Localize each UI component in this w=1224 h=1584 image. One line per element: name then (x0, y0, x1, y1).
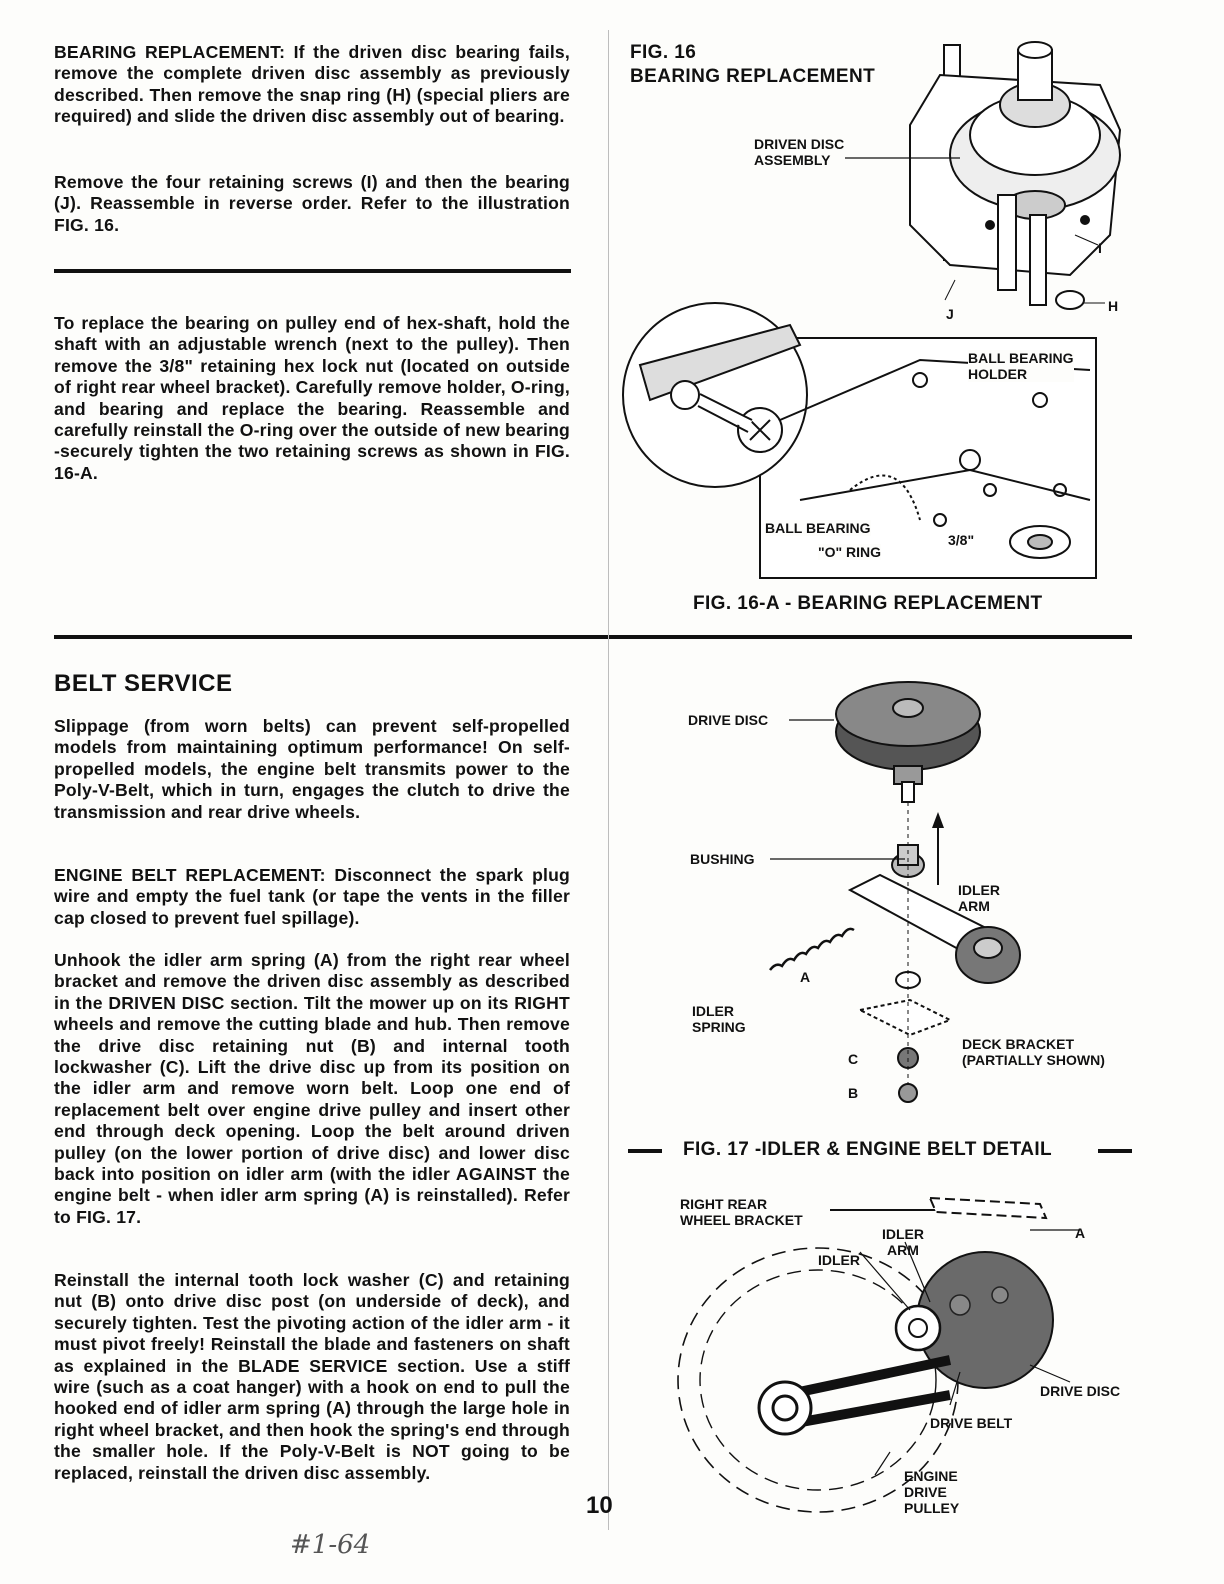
handwritten-note: #1-64 (290, 1530, 371, 1560)
belt-service-heading: BELT SERVICE (54, 670, 233, 697)
fig16a-bearing-holder-illustration (620, 290, 1100, 580)
fig16a-nut-label: 3/8" (948, 532, 975, 548)
engine-pulley-line3: PULLEY (904, 1500, 960, 1516)
reinstall-paragraph: Reinstall the internal tooth lock washer (C) and retaining nut (B) onto drive disc post (on underside of deck), and securely tighten. Test the pivoting action of the idler arm - it must pivot freely! Reinstall the blade and fasteners on shaft as explained in the BLADE SERVICE section. Use a stiff wire (such as a coat hanger) with a hook on end to pull the hooked end of idler arm spring (A) through the large hole in right wheel bracket, and then hook the spring's end through the smaller hole. If the Poly-V-Belt is NOT going to be replaced, reinstall the driven disc assembly. (54, 1270, 570, 1483)
belt-idler-label: IDLER (818, 1252, 860, 1268)
fig17-deck-bracket-label (962, 1036, 1105, 1068)
fig16-label-h: H (1108, 298, 1119, 314)
fig17-idler-spring-label (692, 1003, 746, 1035)
engine-belt-paragraph (54, 865, 570, 929)
pulley-bearing-paragraph: To replace the bearing on pulley end of hex-shaft, hold the shaft with an adjustable wrench (next to the pulley). Then remove the 3/8" retaining hex lock nut (located on outside of right rear wheel bracket). Carefully remove holder, O-ring, and bearing and replace the bearing. Reassemble and carefully reinstall the O-ring over the outside of new bearing -securely tighten the two retaining screws as shown in FIG. 16-A. (54, 313, 570, 483)
driven-disc-line2: ASSEMBLY (754, 152, 831, 168)
engine-belt-heading: ENGINE BELT REPLACEMENT: (54, 865, 326, 885)
fig16a-caption: FIG. 16-A - BEARING REPLACEMENT (693, 593, 1043, 614)
retaining-screws-paragraph: Remove the four retaining screws (I) and then the bearing (J). Reassemble in reverse order. Refer to the illustration FIG. 16. (54, 172, 570, 235)
column-separator (608, 30, 609, 1530)
engine-pulley-line2: DRIVE (904, 1484, 947, 1500)
fig17-caption-dash-right (1098, 1149, 1132, 1153)
idler-spring-line2: SPRING (692, 1019, 746, 1035)
idler-spring-line1: IDLER (692, 1003, 734, 1019)
wheel-bracket-line2: WHEEL BRACKET (680, 1212, 803, 1228)
page-divider (54, 635, 1132, 639)
fig17-idler-arm-label (958, 882, 1000, 914)
fig17-spring-a-label: A (800, 969, 811, 985)
belt-idler-arm-label (882, 1226, 924, 1258)
fig16-title (630, 41, 875, 89)
deck-bracket-line2: (PARTIALLY SHOWN) (962, 1052, 1105, 1068)
bearing-replacement-heading: BEARING REPLACEMENT: (54, 42, 286, 62)
deck-bracket-line1: DECK BRACKET (962, 1036, 1074, 1052)
belt-idler-arm-line2: ARM (887, 1242, 919, 1258)
fig16-label-j: J (946, 306, 954, 322)
idler-arm-line1: IDLER (958, 882, 1000, 898)
fig16-caption: BEARING REPLACEMENT (630, 66, 876, 87)
fig16-label-i: I (1098, 240, 1102, 256)
belt-drive-disc-label: DRIVE DISC (1040, 1383, 1121, 1399)
fig17-drive-disc-label: DRIVE DISC (688, 712, 769, 728)
fig17-b-label: B (848, 1085, 859, 1101)
fig16a-o-ring-label: "O" RING (818, 544, 882, 560)
section-divider (54, 269, 571, 273)
bearing-replacement-text: If the driven disc bearing fails, remove the complete driven disc assembly as previously described. Then remove the snap ring (H) (special pliers are required) and slide the driven disc assembly out of bearing. (54, 42, 571, 127)
belt-a-label: A (1075, 1225, 1086, 1241)
fig17-bushing-leader (770, 854, 910, 864)
engine-belt-text: Disconnect the spark plug wire and empty the fuel tank (or tape the vents in the filler cap closed to prevent fuel spillage). (54, 865, 571, 928)
holder-line2: HOLDER (968, 366, 1028, 382)
belt-drive-belt-label: DRIVE BELT (930, 1415, 1013, 1431)
fig17-c-label: C (848, 1051, 859, 1067)
fig16-driven-disc-illustration (880, 35, 1140, 325)
fig16-leader-line (845, 146, 965, 166)
belt-wheel-bracket-label (680, 1196, 803, 1228)
engine-pulley-line1: ENGINE (904, 1468, 958, 1484)
fig17-caption-dash-left (628, 1149, 662, 1153)
fig16a-ball-bearing-label: BALL BEARING (765, 520, 871, 536)
fig16-driven-disc-label (754, 136, 844, 168)
wheel-bracket-line1: RIGHT REAR (680, 1196, 768, 1212)
fig16a-holder-label (968, 350, 1074, 382)
driven-disc-line1: DRIVEN DISC (754, 136, 845, 152)
idler-arm-line2: ARM (958, 898, 990, 914)
fig16-number: FIG. 16 (630, 42, 697, 63)
fig17-drive-disc-leader (789, 715, 839, 725)
belt-idler-arm-line1: IDLER (882, 1226, 924, 1242)
belt-service-paragraph: Slippage (from worn belts) can prevent self-propelled models from maintaining optimum performance! On self-propelled models, the engine belt transmits power to the Poly-V-Belt, which in turn, engages the clutch to drive the transmission and rear drive wheels. (54, 716, 570, 822)
belt-engine-pulley-label (904, 1468, 959, 1516)
holder-line1: BALL BEARING (968, 350, 1074, 366)
unhook-idler-paragraph: Unhook the idler arm spring (A) from the right rear wheel bracket and remove the driven disc assembly as described in the DRIVEN DISC section. Tilt the mower up on its RIGHT wheels and remove the cutting blade and hub. Then remove the drive disc retaining nut (B) and internal tooth lockwasher (C). Lift the drive disc up from its position on the idler arm and remove worn belt. Loop one end of replacement belt over engine drive pulley and insert other end through deck opening. Loop the belt around driven pulley (on the lower portion of drive disc) and lower disc back into position on idler arm (with the idler AGAINST the engine belt - when idler arm spring (A) is reinstalled). Refer to FIG. 17. (54, 950, 570, 1227)
fig17-bushing-label: BUSHING (690, 851, 755, 867)
bearing-replacement-paragraph (54, 42, 570, 128)
fig17-caption: FIG. 17 -IDLER & ENGINE BELT DETAIL (683, 1139, 1053, 1160)
page-number: 10 (586, 1492, 613, 1519)
